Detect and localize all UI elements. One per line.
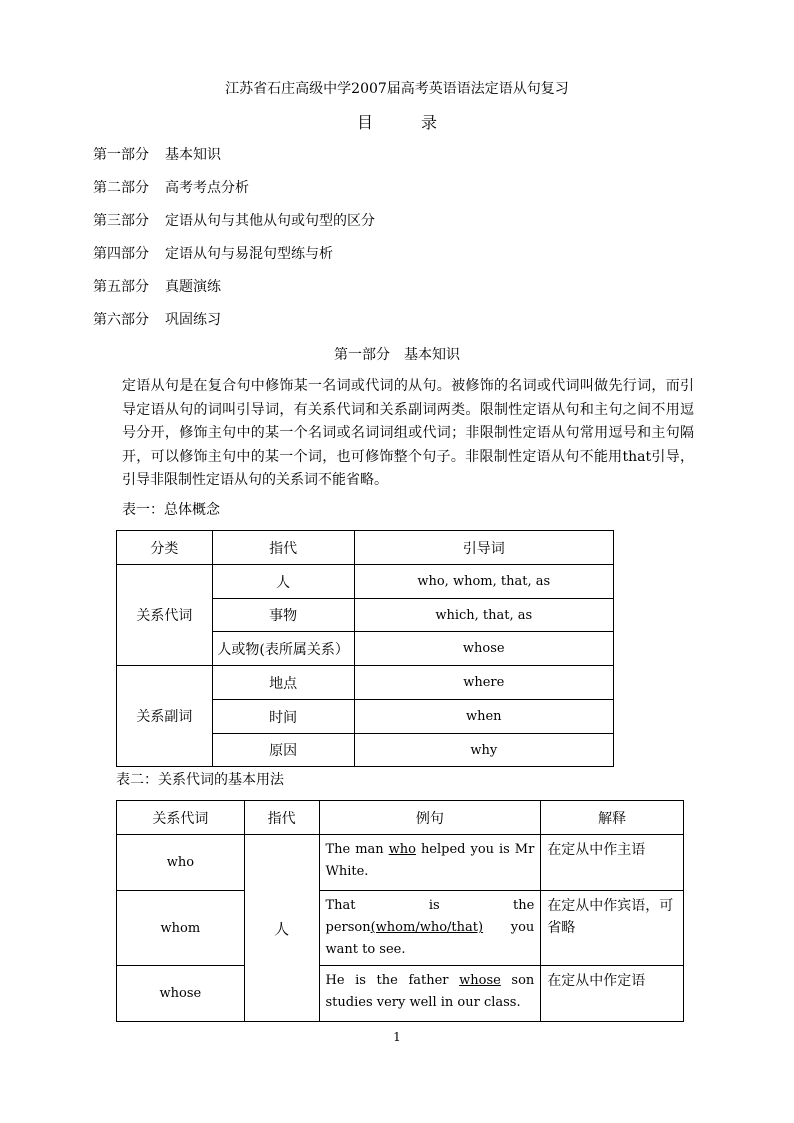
overview-table bbox=[116, 530, 614, 767]
explanation-cell: 在定从中作定语 bbox=[541, 966, 684, 1022]
reference-cell: 地点 bbox=[212, 666, 354, 700]
header-category: 分类 bbox=[117, 531, 213, 565]
intro-words-cell: why bbox=[354, 734, 613, 767]
example-text: The man bbox=[325, 842, 389, 857]
intro-words-cell: where bbox=[354, 666, 613, 700]
table-header-row bbox=[117, 531, 614, 565]
example-text: helped you is Mr White. bbox=[325, 842, 535, 879]
toc-part: 第六部分 bbox=[93, 312, 149, 328]
example-cell bbox=[319, 835, 541, 891]
toc-name: 定语从句与易混句型练与析 bbox=[165, 246, 333, 262]
reference-cell: 人 bbox=[244, 835, 319, 1022]
intro-words-cell: when bbox=[354, 700, 613, 734]
toc-part: 第一部分 bbox=[93, 147, 149, 163]
table-header-row bbox=[117, 801, 684, 835]
reference-cell: 原因 bbox=[212, 734, 354, 767]
toc-part: 第五部分 bbox=[93, 279, 149, 295]
table-row bbox=[117, 666, 614, 700]
toc-part: 第四部分 bbox=[93, 246, 149, 262]
example-cell bbox=[319, 891, 541, 966]
example-text: you want to see. bbox=[325, 920, 535, 957]
toc-name: 高考考点分析 bbox=[165, 180, 249, 196]
section-heading: 第一部分 基本知识 bbox=[334, 347, 460, 363]
contents-label-2: 录 bbox=[421, 113, 438, 132]
toc-part: 第三部分 bbox=[93, 213, 149, 229]
relative-pronoun-table bbox=[116, 800, 684, 1022]
reference-cell: 时间 bbox=[212, 700, 354, 734]
header-reference: 指代 bbox=[244, 801, 319, 835]
toc-item-4 bbox=[93, 243, 333, 263]
intro-words-cell: who, whom, that, as bbox=[354, 565, 613, 599]
category-cell: 关系代词 bbox=[117, 565, 213, 666]
pronoun-cell: whose bbox=[117, 966, 245, 1022]
pronoun-cell: who bbox=[117, 835, 245, 891]
pronoun-cell: whom bbox=[117, 891, 245, 966]
table1-caption: 表一：总体概念 bbox=[122, 502, 220, 518]
toc-item-2 bbox=[93, 177, 249, 197]
document-title: 江苏省石庄高级中学2007届高考英语语法定语从句复习 bbox=[225, 81, 569, 97]
reference-cell: 人 bbox=[212, 565, 354, 599]
page-number: 1 bbox=[393, 1030, 401, 1044]
header-example: 例句 bbox=[319, 801, 541, 835]
toc-item-3 bbox=[93, 210, 375, 230]
toc-name: 真题演练 bbox=[165, 279, 221, 295]
toc-part: 第二部分 bbox=[93, 180, 149, 196]
category-cell: 关系副词 bbox=[117, 666, 213, 767]
intro-words-cell: which, that, as bbox=[354, 599, 613, 632]
table-row bbox=[117, 966, 684, 1022]
example-cell bbox=[319, 966, 541, 1022]
toc-item-6 bbox=[93, 309, 221, 329]
example-text: That is the person bbox=[325, 898, 535, 935]
table-row bbox=[117, 835, 684, 891]
header-reference: 指代 bbox=[212, 531, 354, 565]
underlined-relative: who bbox=[388, 842, 416, 857]
explanation-cell: 在定从中作主语 bbox=[541, 835, 684, 891]
toc-item-5 bbox=[93, 276, 221, 296]
example-text: son studies very well in our class. bbox=[325, 973, 535, 1010]
toc-name: 巩固练习 bbox=[165, 312, 221, 328]
intro-paragraph: 定语从句是在复合句中修饰某一名词或代词的从句。被修饰的名词或代词叫做先行词，而引导定语从句的词叫引导词，有关系代词和关系副词两类。限制性定语从句和主句之间不用逗号分开，修饰主句中的某一个名词或名词词组或代词；非限制性定语从句常用逗号和主句隔开，可以修饰主句中的某一个词，也可修饰整个句子。非限制性定语从句不能用that引导，引导非限制性定语从句的关系词不能省略。 bbox=[122, 378, 694, 488]
intro-words-cell: whose bbox=[354, 632, 613, 666]
table2-caption: 表二：关系代词的基本用法 bbox=[116, 772, 284, 788]
table-row bbox=[117, 891, 684, 966]
toc-item-1 bbox=[93, 144, 221, 164]
toc-name: 基本知识 bbox=[165, 147, 221, 163]
contents-heading bbox=[0, 110, 794, 133]
underlined-relative: (whom/who/that) bbox=[370, 920, 484, 935]
header-pronoun: 关系代词 bbox=[117, 801, 245, 835]
explanation-cell: 在定从中作宾语，可省略 bbox=[541, 891, 684, 966]
table-row bbox=[117, 565, 614, 599]
toc-name: 定语从句与其他从句或句型的区分 bbox=[165, 213, 375, 229]
example-text: He is the father bbox=[325, 973, 460, 988]
contents-label-1: 目 bbox=[356, 113, 373, 132]
reference-cell: 人或物(表所属关系） bbox=[212, 632, 354, 666]
header-intro-words: 引导词 bbox=[354, 531, 613, 565]
reference-cell: 事物 bbox=[212, 599, 354, 632]
header-explanation: 解释 bbox=[541, 801, 684, 835]
underlined-relative: whose bbox=[459, 973, 501, 988]
